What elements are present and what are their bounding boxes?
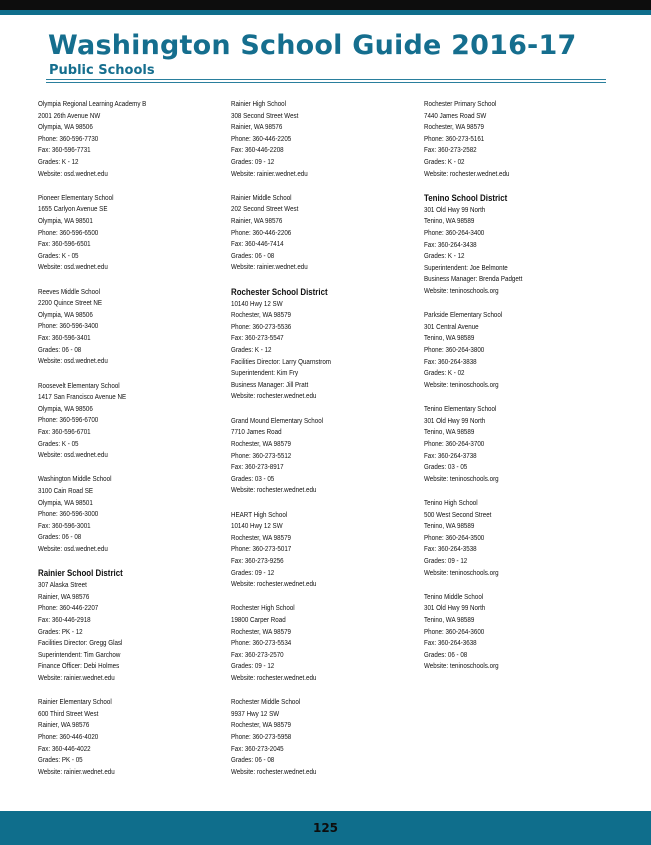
school-name: Rochester Primary School	[424, 99, 497, 108]
website-line: Website: rochester.wednet.edu	[424, 168, 510, 178]
entry-line: 301 Old Hwy 99 North	[424, 204, 486, 214]
entry-line: 1655 Carlyon Avenue SE	[38, 204, 108, 214]
entry-line: 500 West Second Street	[424, 509, 492, 519]
fax-line: Fax: 360-446-7414	[231, 239, 284, 249]
website-line: Website: rochester.wednet.edu	[231, 579, 317, 589]
grades-line: Grades: 09 - 12	[231, 661, 275, 671]
school-entry	[38, 192, 223, 273]
phone-line: Phone: 360-264-3500	[424, 532, 485, 542]
entry-line: 2200 Quince Street NE	[38, 298, 103, 308]
district-heading: Tenino School District	[424, 192, 508, 203]
entry-line: 307 Alaska Street	[38, 580, 87, 590]
entry-line: Olympia, WA 98501	[38, 216, 93, 226]
page-title: Washington School Guide 2016-17	[48, 30, 577, 61]
phone-line: Phone: 360-596-6500	[38, 227, 99, 237]
entry-line: Rainier, WA 98576	[231, 122, 283, 132]
column-2	[231, 98, 416, 790]
entry-line: 600 Third Street West	[38, 708, 99, 718]
fax-line: Fax: 360-446-2208	[231, 145, 284, 155]
phone-line: Phone: 360-273-5536	[231, 321, 292, 331]
fax-line: Fax: 360-273-5547	[231, 333, 284, 343]
website-line: Website: teninoschools.org	[424, 286, 499, 295]
fax-line: Fax: 360-596-7731	[38, 145, 91, 155]
fax-line: Fax: 360-264-3638	[424, 638, 477, 648]
top-band	[0, 0, 651, 15]
grades-line: Grades: PK - 12	[38, 626, 83, 636]
entry-line: Facilities Director: Larry Quarnstrom	[231, 356, 332, 366]
grades-line: Grades: 06 - 08	[231, 250, 275, 260]
district-entry	[231, 286, 416, 402]
column-1	[38, 98, 223, 790]
fax-line: Fax: 360-273-2570	[231, 649, 284, 659]
phone-line: Phone: 360-273-5512	[231, 450, 292, 460]
entry-line: Facilities Director: Gregg Glasl	[38, 638, 123, 648]
entry-line: Rochester, WA 98579	[231, 532, 292, 542]
phone-line: Phone: 360-264-3400	[424, 228, 485, 238]
website-line: Website: rochester.wednet.edu	[231, 485, 317, 495]
entry-line: Superintendent: Joe Belmonte	[424, 262, 508, 272]
website-line: Website: osd.wednet.edu	[38, 543, 108, 553]
website-line: Website: rainier.wednet.edu	[231, 262, 308, 272]
grades-line: Grades: K - 02	[424, 368, 465, 378]
grades-line: Grades: 06 - 08	[38, 344, 82, 354]
header-divider	[46, 82, 606, 83]
school-name: Grand Mound Elementary School	[231, 415, 324, 425]
school-entry	[231, 192, 416, 273]
fax-line: Fax: 360-596-6501	[38, 239, 91, 249]
fax-line: Fax: 360-264-3438	[424, 239, 477, 249]
entry-line: Tenino, WA 98589	[424, 615, 475, 624]
entry-line: 301 Old Hwy 99 North	[424, 603, 486, 613]
column-3	[424, 98, 609, 685]
fax-line: Fax: 360-446-4022	[38, 743, 91, 753]
fax-line: Fax: 360-264-3538	[424, 544, 477, 554]
school-name: Tenino Elementary School	[424, 404, 497, 414]
footer-band	[0, 811, 651, 845]
grades-line: Grades: K - 05	[38, 438, 79, 448]
entry-line: 2001 26th Avenue NW	[38, 110, 101, 120]
fax-line: Fax: 360-264-3738	[424, 450, 477, 460]
entry-line: 301 Old Hwy 99 North	[424, 415, 486, 425]
school-name: Rainier Elementary School	[38, 697, 112, 707]
school-entry	[424, 403, 609, 484]
phone-line: Phone: 360-446-2207	[38, 603, 99, 613]
phone-line: Phone: 360-264-3700	[424, 438, 485, 448]
website-line: Website: rochester.wednet.edu	[231, 672, 317, 682]
grades-line: Grades: 06 - 08	[38, 532, 82, 542]
website-line: Website: teninoschools.org	[424, 661, 499, 671]
fax-line: Fax: 360-264-3838	[424, 356, 477, 366]
fax-line: Fax: 360-273-9256	[231, 555, 284, 565]
school-entry	[38, 696, 223, 777]
phone-line: Phone: 360-264-3600	[424, 626, 485, 636]
website-line: Website: teninoschools.org	[424, 567, 499, 577]
entry-line: Business Manager: Brenda Padgett	[424, 274, 523, 284]
entry-line: Olympia, WA 98506	[38, 309, 93, 319]
district-entry	[424, 192, 609, 297]
fax-line: Fax: 360-596-6701	[38, 426, 91, 436]
fax-line: Fax: 360-273-2582	[424, 145, 477, 155]
grades-line: Grades: 03 - 05	[424, 462, 468, 472]
phone-line: Phone: 360-273-5534	[231, 638, 292, 648]
entry-line: Tenino, WA 98589	[424, 216, 475, 226]
school-entry	[424, 309, 609, 390]
website-line: Website: rochester.wednet.edu	[231, 766, 317, 776]
fax-line: Fax: 360-596-3401	[38, 333, 91, 343]
entry-line: 10140 Hwy 12 SW	[231, 521, 283, 531]
entry-line: Superintendent: Kim Fry	[231, 368, 299, 378]
school-entry	[231, 415, 416, 496]
fax-line: Fax: 360-273-2045	[231, 743, 284, 753]
entry-line: 19800 Carper Road	[231, 615, 286, 624]
fax-line: Fax: 360-596-3001	[38, 520, 91, 530]
phone-line: Phone: 360-596-7730	[38, 133, 99, 143]
entry-line: Rochester, WA 98579	[231, 310, 292, 320]
phone-line: Phone: 360-273-5017	[231, 544, 292, 554]
header-divider	[46, 79, 606, 80]
grades-line: Grades: K - 12	[424, 251, 465, 261]
school-name: Tenino Middle School	[424, 591, 484, 601]
school-entry	[38, 473, 223, 554]
grades-line: Grades: 06 - 08	[231, 755, 275, 765]
entry-line: 308 Second Street West	[231, 110, 299, 120]
entry-line: Rochester, WA 98579	[231, 720, 292, 730]
entry-line: 7440 James Road SW	[424, 110, 487, 120]
school-name: Parkside Elementary School	[424, 310, 503, 320]
entry-line: Tenino, WA 98589	[424, 333, 475, 343]
website-line: Website: osd.wednet.edu	[38, 356, 108, 366]
entry-line: Superintendent: Tim Garchow	[38, 649, 121, 659]
school-entry	[38, 380, 223, 461]
school-name: Rochester Middle School	[231, 697, 301, 707]
entry-line: 202 Second Street West	[231, 204, 299, 214]
school-entry	[38, 286, 223, 367]
entry-line: 7710 James Road	[231, 427, 282, 437]
grades-line: Grades: K - 12	[38, 156, 79, 166]
page-subtitle: Public Schools	[49, 63, 155, 78]
phone-line: Phone: 360-446-2206	[231, 227, 292, 237]
grades-line: Grades: K - 02	[424, 156, 465, 166]
grades-line: Grades: 03 - 05	[231, 473, 275, 483]
school-name: Washington Middle School	[38, 474, 112, 484]
entry-line: Rainier, WA 98576	[38, 720, 90, 730]
website-line: Website: rainier.wednet.edu	[231, 168, 308, 178]
entry-line: Olympia, WA 98506	[38, 403, 93, 413]
phone-line: Phone: 360-596-3000	[38, 509, 99, 519]
grades-line: Grades: 09 - 12	[231, 156, 275, 166]
school-entry	[231, 696, 416, 777]
website-line: Website: rochester.wednet.edu	[231, 391, 317, 401]
entry-line: Rainier, WA 98576	[231, 216, 283, 226]
phone-line: Phone: 360-596-6700	[38, 415, 99, 425]
school-name: Rainier High School	[231, 99, 287, 108]
grades-line: Grades: PK - 05	[38, 755, 83, 765]
phone-line: Phone: 360-273-5958	[231, 732, 292, 742]
website-line: Website: teninoschools.org	[424, 379, 499, 389]
district-entry	[38, 567, 223, 683]
entry-line: Finance Officer: Debi Holmes	[38, 661, 120, 671]
entry-line: Olympia, WA 98506	[38, 122, 93, 132]
entry-line: Tenino, WA 98589	[424, 521, 475, 531]
school-name: Reeves Middle School	[38, 286, 100, 296]
fax-line: Fax: 360-273-8917	[231, 462, 284, 472]
phone-line: Phone: 360-596-3400	[38, 321, 99, 331]
entry-line: Rochester, WA 98579	[231, 438, 292, 448]
website-line: Website: osd.wednet.edu	[38, 168, 108, 178]
school-name: Rochester High School	[231, 603, 295, 613]
school-entry	[231, 602, 416, 683]
page-number: 125	[312, 821, 339, 835]
phone-line: Phone: 360-446-2205	[231, 133, 292, 143]
grades-line: Grades: 09 - 12	[424, 555, 468, 565]
entry-line: 1417 San Francisco Avenue NE	[38, 392, 127, 402]
school-entry	[38, 98, 223, 179]
entry-line: Rochester, WA 98579	[231, 626, 292, 636]
website-line: Website: rainier.wednet.edu	[38, 672, 115, 682]
school-name: Pioneer Elementary School	[38, 192, 114, 202]
phone-line: Phone: 360-273-5161	[424, 133, 485, 143]
phone-line: Phone: 360-264-3800	[424, 345, 485, 355]
entry-line: Rainier, WA 98576	[38, 591, 90, 601]
school-entry	[231, 98, 416, 179]
grades-line: Grades: K - 12	[231, 345, 272, 355]
entry-line: 10140 Hwy 12 SW	[231, 298, 283, 308]
entry-line: Olympia, WA 98501	[38, 497, 93, 507]
grades-line: Grades: K - 05	[38, 250, 79, 260]
school-entry	[424, 591, 609, 672]
entry-line: 301 Central Avenue	[424, 321, 479, 331]
school-name: HEART High School	[231, 509, 288, 519]
school-name: Olympia Regional Learning Academy B	[38, 99, 147, 108]
website-line: Website: osd.wednet.edu	[38, 262, 108, 272]
school-entry	[424, 497, 609, 578]
entry-line: 9937 Hwy 12 SW	[231, 708, 280, 718]
district-heading: Rainier School District	[38, 568, 123, 579]
entry-line: 3100 Cain Road SE	[38, 485, 94, 495]
entry-line: Rochester, WA 98579	[424, 122, 485, 132]
district-heading: Rochester School District	[231, 286, 328, 297]
school-entry	[424, 98, 609, 179]
website-line: Website: teninoschools.org	[424, 473, 499, 483]
grades-line: Grades: 09 - 12	[231, 567, 275, 577]
website-line: Website: osd.wednet.edu	[38, 450, 108, 460]
fax-line: Fax: 360-446-2918	[38, 615, 91, 624]
entry-line: Business Manager: Jill Pratt	[231, 379, 309, 389]
school-name: Tenino High School	[424, 497, 478, 507]
school-name: Roosevelt Elementary School	[38, 380, 120, 390]
grades-line: Grades: 06 - 08	[424, 649, 468, 659]
entry-line: Tenino, WA 98589	[424, 427, 475, 437]
school-name: Rainier Middle School	[231, 192, 292, 202]
school-entry	[231, 509, 416, 590]
phone-line: Phone: 360-446-4020	[38, 732, 99, 742]
website-line: Website: rainier.wednet.edu	[38, 766, 115, 776]
